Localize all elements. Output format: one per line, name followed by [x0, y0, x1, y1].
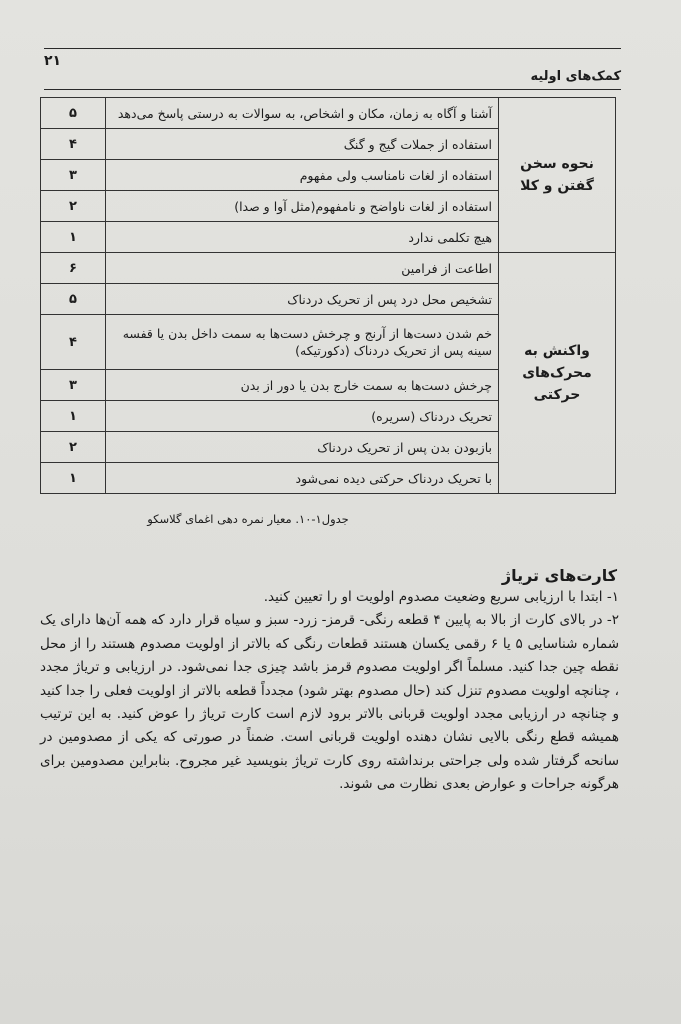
description-cell: استفاده از جملات گیج و گنگ: [106, 129, 499, 160]
description-cell: چرخش دست‌ها به سمت خارج بدن یا دور از بدن: [106, 370, 499, 401]
description-cell: خم شدن دست‌ها از آرنج و چرخش دست‌ها به سمت داخل بدن یا قفسه سینه پس از تحریک دردناک (دکورتیکه): [106, 315, 499, 370]
score-cell: ۱: [41, 222, 106, 253]
paragraph: ۲- در بالای کارت از بالا به پایین ۴ قطعه رنگی- قرمز- زرد- سبز و سیاه قرار دارد که همه آن‌ها دارای یک شماره شناسایی ۵ یا ۶ رقمی یکسان هستند قطعات رنگی که بالاتر از اولویت مصدوم هستند را از محل نقطه چین جدا کنید. مسلماً اگر اولویت مصدوم قرمز باشد چیزی جدا نمی‌شود. در ارزیابی و تریاژ مجدد ، چنانچه اولویت مصدوم تنزل کند (حال مصدوم بهتر شود) مجدداً قطعه بالاتر از اولویت فعلی را جدا کنید و چنانچه در ارزیابی مجدد اولویت قربانی بالاتر برود لازم است کارت تریاژ را عوض کنید. به این ترتیب همیشه قطع رنگی بالایی نشان دهنده اولویت قربانی است. ضمناً در صورتی که یکی از مصدومین در سانحه گرفتار شده ولی جراحتی برنداشته روی کارت تریاژ بنویسید غیر مجروح. بنابراین مصدومین برای هرگونه جراحات و عوارض بعدی نظارت می شوند.: [40, 612, 620, 793]
score-cell: ۴: [41, 129, 106, 160]
description-cell: استفاده از لغات نامناسب ولی مفهوم: [106, 160, 499, 191]
description-cell: استفاده از لغات ناواضح و نامفهوم(مثل آوا و صدا): [106, 191, 499, 222]
score-cell: ۵: [41, 284, 106, 315]
description-cell: با تحریک دردناک حرکتی دیده نمی‌شود: [106, 463, 499, 494]
table-row: [41, 253, 616, 284]
table-caption: جدول۱-۱۰. معیار نمره دهی اغمای گلاسکو: [147, 512, 349, 526]
glasgow-coma-scale-table: [40, 97, 616, 494]
page-number: ۲۱: [44, 53, 62, 69]
description-cell: بازبودن بدن پس از تحریک دردناک: [106, 432, 499, 463]
paragraph: ۱- ابتدا با ارزیابی سریع وضعیت مصدوم اولویت او را تعیین کنید.: [263, 589, 619, 605]
category-cell: نحوه سخن گفتن و کلا: [499, 98, 616, 253]
category-cell: واکنش به محرک‌های حرکتی: [499, 253, 616, 494]
score-cell: ۲: [41, 191, 106, 222]
table-row: [41, 98, 616, 129]
description-cell: آشنا و آگاه به زمان، مکان و اشخاص، به سوالات به درستی پاسخ می‌دهد: [106, 98, 499, 129]
page-header: [44, 48, 621, 90]
description-cell: تحریک دردناک (سریره): [106, 401, 499, 432]
score-cell: ۳: [41, 370, 106, 401]
description-cell: هیچ تکلمی ندارد: [106, 222, 499, 253]
description-cell: اطاعت از فرامین: [106, 253, 499, 284]
score-cell: ۱: [41, 401, 106, 432]
score-cell: ۱: [41, 463, 106, 494]
section-body: [40, 586, 619, 797]
description-cell: تشخیص محل درد پس از تحریک دردناک: [106, 284, 499, 315]
running-title: کمک‌های اولیه: [530, 69, 621, 84]
score-cell: ۵: [41, 98, 106, 129]
score-cell: ۲: [41, 432, 106, 463]
score-cell: ۶: [41, 253, 106, 284]
score-cell: ۴: [41, 315, 106, 370]
section-title: کارت‌های تریاژ: [501, 566, 617, 585]
score-cell: ۳: [41, 160, 106, 191]
